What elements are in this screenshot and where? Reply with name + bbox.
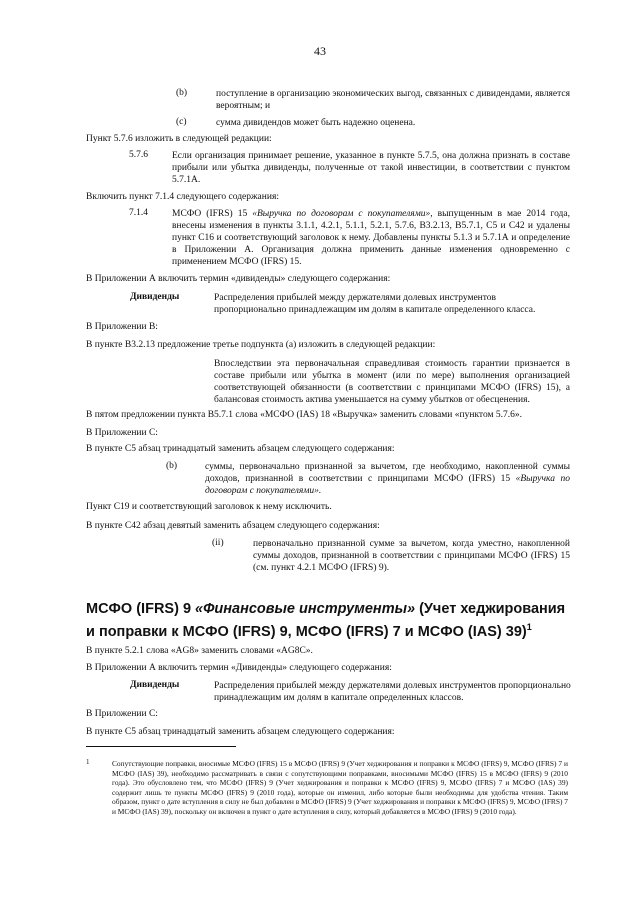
appendix-a2-intro: В Приложении А включить термин «Дивиденды» следующего содержания: — [86, 663, 392, 673]
paragraph-576-number: 5.7.6 — [129, 150, 148, 160]
paragraph-b3213-intro: В пункте B3.2.13 предложение третье подпункта (а) изложить в следующей редакции: — [86, 340, 436, 350]
paragraph-714-number: 7.1.4 — [129, 208, 148, 218]
paragraph-c19: Пункт C19 и соответствующий заголовок к нему исключить. — [86, 502, 332, 512]
footnote-marker: 1 — [86, 758, 90, 766]
item-b-text: поступление в организацию экономических выгод, связанных с дивидендами, является вероятным; и — [216, 89, 570, 111]
paragraph-521: В пункте 5.2.1 слова «AG8» заменить словами «AG8C». — [86, 646, 313, 656]
appendix-c2-heading: В Приложении C: — [86, 709, 158, 719]
footnote-separator — [86, 746, 236, 747]
paragraph-576-text: Если организация принимает решение, указанное в пункте 5.7.5, она должна признать в составе прибыли или убытка дивиденды, полученные от такой инвестиции, в соответствии с пунктом 5.7.1А. — [172, 151, 570, 185]
appendix-a-intro: В Приложении А включить термин «дивиденды» следующего содержания: — [86, 274, 391, 284]
paragraph-c5-label: (b) — [166, 461, 178, 471]
page-number: 43 — [314, 44, 326, 58]
paragraph-b3213-quote: Впоследствии эта первоначальная справедливая стоимость гарантии признается в составе прибыли или убытка в момент (или по мере) выполнения организацией соответствующей обязанности (в соответствии с принципами МСФО (IFRS) 15), а балансовая стоимость актива уменьшается на сумму убытков от обесценения. — [214, 359, 570, 405]
paragraph-b571: В пятом предложении пункта B5.7.1 слова «МСФО (IAS) 18 «Выручка» заменить словами «пунктом 5.7.6». — [86, 410, 523, 420]
paragraph-c42-intro: В пункте C42 абзац девятый заменить абзацем следующего содержания: — [86, 521, 380, 531]
term-dividends-2: Дивиденды — [130, 680, 180, 690]
footnote-text: Сопутствующие поправки, вносимые МСФО (IFRS) 15 в МСФО (IFRS) 9 (Учет хеджирования и поправки к МСФО (IFRS) 9, МСФО (IFRS) 7 и МСФО (IAS) 39), необходимо рассматривать в связи с сопутствующими поправками, вносимыми МСФО (IFRS) 15 в МСФО (IFRS) 9 (2010 года). Это обусловлено тем, что МСФО (IFRS) 9 (Учет хеджирования и поправки к МСФО (IFRS) 9, МСФО (IFRS) 7 и МСФО (IAS) 39) содержит лишь те пункты МСФО (IFRS) 9 (2010 года), которые он изменил, либо которые были необходимы для удобства чтения. Таким образом, пункт о дате вступления в силу не был добавлен в МСФО (IFRS) 9 (Учет хеджирования и поправки к МСФО (IFRS) 9, МСФО (IFRS) 7 и МСФО (IAS) 39), поскольку он включен в пункт о дате вступления в силу, который добавляется в МСФО (IFRS) 9 (2010 года). — [112, 759, 568, 816]
term-dividends-definition: Распределения прибылей между держателями долевых инструментов пропорционально принадлежащим им долям в капитале определенного класса. — [214, 293, 536, 315]
appendix-c-heading: В Приложении C: — [86, 428, 158, 438]
item-c-text: сумма дивидендов может быть надежно оценена. — [216, 118, 416, 128]
paragraph-c42-label: (ii) — [212, 538, 224, 548]
paragraph-576-intro: Пункт 5.7.6 изложить в следующей редакции: — [86, 134, 272, 144]
section-heading: МСФО (IFRS) 9 «Финансовые инструменты» (Учет хеджирования и поправки к МСФО (IFRS) 9, МСФО (IFRS) 7 и МСФО (IAS) 39)$^1$ — [86, 601, 566, 640]
term-dividends: Дивиденды — [130, 292, 180, 302]
paragraph-c5-intro: В пункте C5 абзац тринадцатый заменить абзацем следующего содержания: — [86, 444, 395, 454]
paragraph-c42-text: первоначально признанной сумме за вычетом, когда уместно, накопленной суммы доходов, признанной в соответствии с принципами МСФО (IFRS) 15 (см. пункт 4.2.1 МСФО (IFRS) 9). — [253, 539, 570, 573]
paragraph-c5b-intro: В пункте C5 абзац тринадцатый заменить абзацем следующего содержания: — [86, 727, 395, 737]
paragraph-714-intro: Включить пункт 7.1.4 следующего содержания: — [86, 192, 279, 202]
term-dividends-2-definition: Распределения прибылей между держателями долевых инструментов пропорционально принадлежащим им долям в капитале определенных классов. — [214, 681, 571, 703]
paragraph-c5-text: суммы, первоначально признанной за вычетом, где необходимо, накопленной суммы доходов, признанной в соответствии с принципами МСФО (IFRS) 15 «Выручка по договорам с покупателями». — [205, 462, 570, 496]
item-b-label: (b) — [176, 88, 188, 98]
appendix-b-heading: В Приложении В: — [86, 322, 158, 332]
item-c-label: (c) — [176, 117, 187, 127]
paragraph-714-text: МСФО (IFRS) 15 «Выручка по договорам с покупателями», выпущенным в мае 2014 года, внесены изменения в пункты 3.1.1, 4.2.1, 5.1.1, 5.2.1, 5.7.6, B3.2.13, B5.7.1, C5 и C42 и удалены пункт C16 и соответствующий заголовок к нему. Добавлены пункты 5.1.3 и 5.7.1А и определение в Приложении А. Организация должна применить данные изменения одновременно с применением МСФО (IFRS) 15. — [172, 209, 570, 267]
